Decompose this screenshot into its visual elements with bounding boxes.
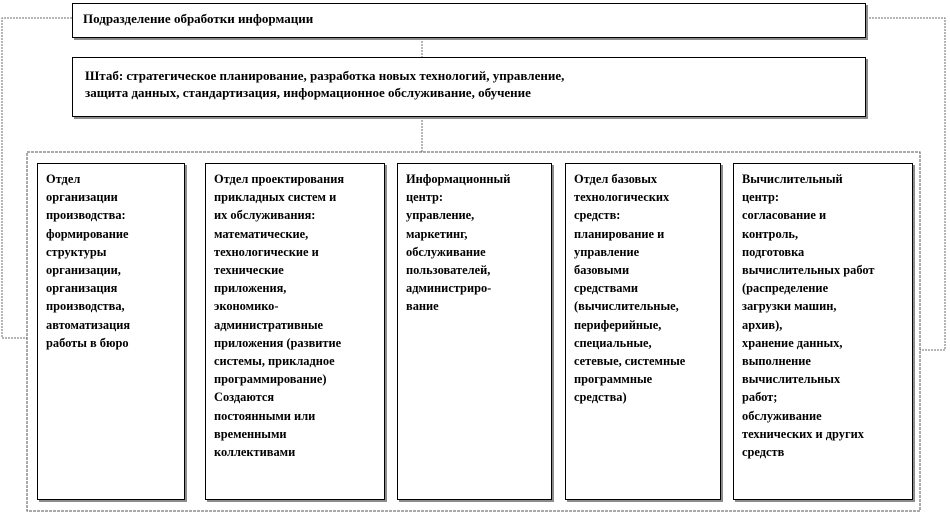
dept-production-organization	[37, 163, 185, 500]
staff-line-2: защита данных, стандартизация, информационное обслуживание, обучение	[85, 85, 531, 100]
staff-box	[72, 57, 866, 117]
dept-information-center	[397, 163, 552, 500]
dept-production-organization-text: Отдел организации производства: формирование структуры организации, организация производства, автоматизация работы в бюро	[46, 172, 131, 350]
dept-computing-center	[733, 163, 913, 500]
dept-base-technology-text: Отдел базовых технологических средств: планирование и управление базовыми средствами (вычислительные, периферийные, специальные, сетевые, системные программные средства)	[574, 172, 686, 405]
dept-application-systems	[205, 163, 385, 500]
dept-base-technology	[565, 163, 721, 500]
dept-computing-center-text: Вычислительный центр: согласование и контроль, подготовка вычислительных работ (распределение загрузки машин, архив), хранение данных, выполнение вычислительных работ; обслуживание технических и других средств	[742, 172, 875, 460]
staff-line-1: Штаб: стратегическое планирование, разработка новых технологий, управление,	[85, 68, 565, 83]
dept-information-center-text: Информационный центр: управление, маркетинг, обслуживание пользователей, администриро- вание	[406, 172, 511, 314]
division-box	[72, 3, 866, 38]
division-title: Подразделение обработки информации	[83, 11, 314, 26]
dept-application-systems-text: Отдел проектирования прикладных систем и их обслуживания: математические, технологические и технические приложения, экономико- административные приложения (развитие системы, прикладное программирование) Создаются постоянными или временными коллективами	[214, 172, 345, 460]
